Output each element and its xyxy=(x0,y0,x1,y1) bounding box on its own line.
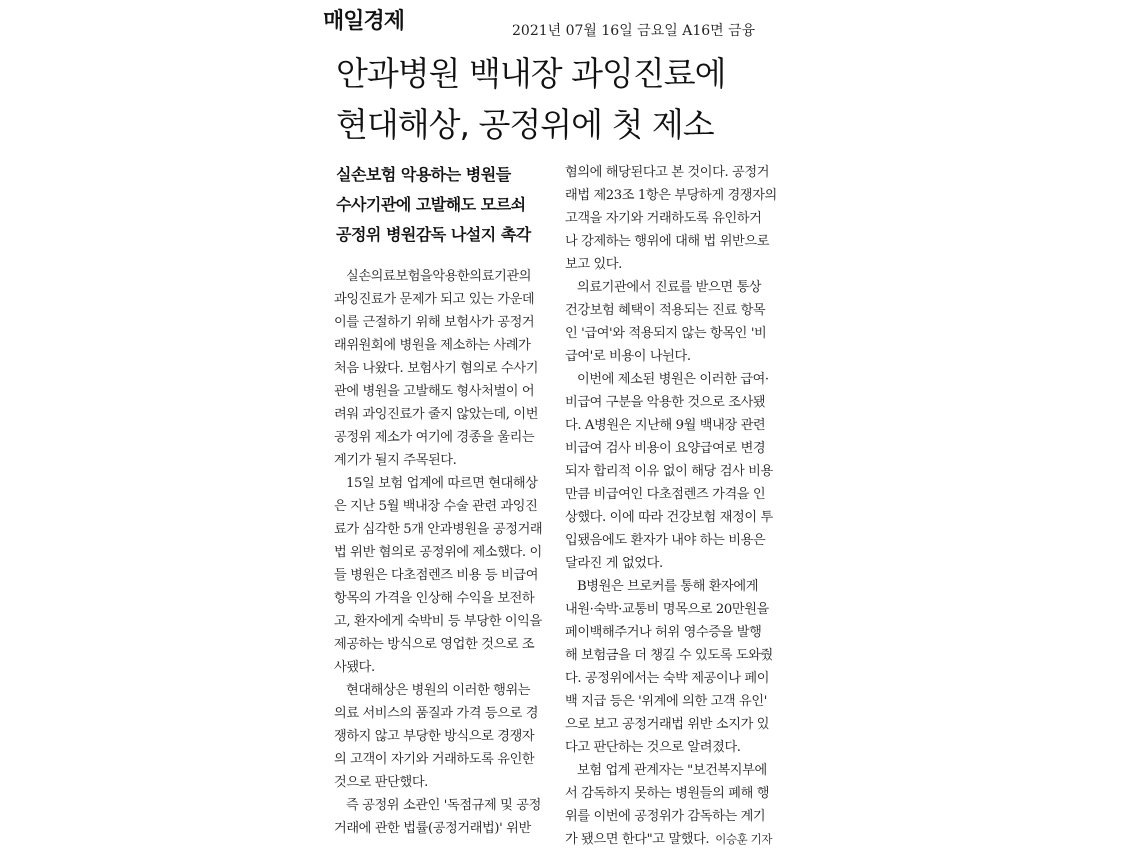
article-line-text: 나 강제하는 행위에 대해 법 위반으로 xyxy=(565,234,770,249)
article-line xyxy=(334,518,552,541)
article-line xyxy=(334,265,552,288)
article-line xyxy=(334,541,552,564)
article-line xyxy=(565,460,787,483)
article-line xyxy=(565,299,787,322)
article-line-text: 만큼 비급여인 다초점렌즈 가격을 인 xyxy=(565,487,766,502)
article-line-text: 법 위반 혐의로 공정위에 제소했다. 이 xyxy=(334,545,542,560)
article-line-text: 위를 이번에 공정위가 감독하는 계기 xyxy=(565,809,766,824)
article-line-text: 것으로 판단했다. xyxy=(334,775,428,790)
article-line xyxy=(334,610,552,633)
article-line-text: 은 지난 5월 백내장 수술 관련 과잉진 xyxy=(334,499,538,514)
article-column-left xyxy=(334,265,552,840)
article-line xyxy=(334,564,552,587)
article-line-text: 제공하는 방식으로 영업한 것으로 조 xyxy=(334,637,535,652)
article-line xyxy=(334,449,552,472)
article-line xyxy=(334,817,552,840)
article-line xyxy=(565,276,787,299)
article-line xyxy=(334,656,552,679)
article-line-text: 페이백해주거나 허위 영수증을 발행 xyxy=(565,625,762,640)
article-line-text: 처음 나왔다. 보험사기 혐의로 수사기 xyxy=(334,361,539,376)
article-line-text: 료가 심각한 5개 안과병원을 공정거래 xyxy=(334,522,543,537)
article-line xyxy=(334,771,552,794)
article-line-text: 다고 판단하는 것으로 알려졌다. xyxy=(565,740,741,755)
article-line-text: 보험 업계 관계자는 "보건복지부에 xyxy=(577,763,767,778)
subhead-line-2: 수사기관에 고발해도 모르쇠 xyxy=(336,195,526,214)
article-line xyxy=(565,759,787,782)
article-line xyxy=(334,748,552,771)
article-line xyxy=(334,288,552,311)
article-line xyxy=(565,713,787,736)
article-line xyxy=(334,725,552,748)
article-line xyxy=(334,794,552,817)
article-line xyxy=(565,828,787,851)
article-line-text: 인 '급여'와 적용되지 않는 항목인 '비 xyxy=(565,326,767,341)
article-line xyxy=(565,437,787,460)
article-line xyxy=(565,414,787,437)
article-line xyxy=(334,311,552,334)
article-line xyxy=(565,736,787,759)
article-line xyxy=(565,552,787,575)
article-line xyxy=(565,667,787,690)
byline: 이승훈 기자 xyxy=(715,832,773,846)
article-line-text: 려워 과잉진료가 줄지 않았는데, 이번 xyxy=(334,407,539,422)
article-line-text: 백 지급 등은 '위계에 의한 고객 유인' xyxy=(565,694,767,709)
article-line xyxy=(334,357,552,380)
article-line xyxy=(565,345,787,368)
article-line xyxy=(334,587,552,610)
article-line-text: 항목의 가격을 인상해 수익을 보전하 xyxy=(334,591,535,606)
article-line xyxy=(565,161,787,184)
article-line xyxy=(565,207,787,230)
article-line xyxy=(334,426,552,449)
article-line xyxy=(334,495,552,518)
article-line-text: 과잉진료가 문제가 되고 있는 가운데 xyxy=(334,292,535,307)
article-line-text: 이번에 제소된 병원은 이러한 급여· xyxy=(577,372,769,387)
article-line-text: 이를 근절하기 위해 보험사가 공정거 xyxy=(334,315,535,330)
article-line-text: 상했다. 이에 따라 건강보험 재정이 투 xyxy=(565,510,773,525)
article-line xyxy=(565,621,787,644)
article-line-text: 래위원회에 병원을 제소하는 사례가 xyxy=(334,338,531,353)
article-column-right xyxy=(565,161,787,851)
article-line-text: 급여'로 비용이 나뉜다. xyxy=(565,349,691,364)
article-line xyxy=(334,472,552,495)
article-line-text: 고객을 자기와 거래하도록 유인하거 xyxy=(565,211,762,226)
article-line-text: 사됐다. xyxy=(334,660,375,675)
article-line xyxy=(565,782,787,805)
masthead-logo: 매일경제 xyxy=(323,9,405,34)
article-line xyxy=(334,633,552,656)
article-line xyxy=(565,644,787,667)
article-line-text: 의료 서비스의 품질과 가격 등으로 경 xyxy=(334,706,539,721)
article-line-text: 보고 있다. xyxy=(565,257,622,272)
article-line-text: 내원·숙박·교통비 명목으로 20만원을 xyxy=(565,602,769,617)
article-line-text: 건강보험 혜택이 적용되는 진료 항목 xyxy=(565,303,766,318)
article-line-text: 실손의료보험을악용한의료기관의 xyxy=(346,269,532,284)
article-line-text: 고, 환자에게 숙박비 등 부당한 이익을 xyxy=(334,614,542,629)
article-line xyxy=(565,368,787,391)
article-line-text: 으로 보고 공정거래법 위반 소지가 있 xyxy=(565,717,770,732)
subhead-line-3: 공정위 병원감독 나설지 촉각 xyxy=(336,225,531,244)
article-line xyxy=(565,253,787,276)
article-line xyxy=(334,403,552,426)
article-line xyxy=(565,529,787,552)
article-line-text: 15일 보험 업계에 따르면 현대해상 xyxy=(346,476,538,491)
article-line-text: 의 고객이 자기와 거래하도록 유인한 xyxy=(334,752,535,767)
article-line-text: B병원은 브로커를 통해 환자에게 xyxy=(577,579,759,594)
article-line xyxy=(565,805,787,828)
article-line xyxy=(334,679,552,702)
headline-line-2: 현대해상, 공정위에 첫 제소 xyxy=(336,105,714,144)
article-line-text: 현대해상은 병원의 이러한 행위는 xyxy=(346,683,531,698)
article-line-text: 다. 공정위에서는 숙박 제공이나 페이 xyxy=(565,671,770,686)
article-line-text: 가 됐으면 한다"고 말했다. xyxy=(565,832,710,847)
article-line-text: 달라진 게 없었다. xyxy=(565,556,663,571)
article-line-text: 즉 공정위 소관인 '독점규제 및 공정 xyxy=(346,798,541,813)
article-line-text: 거래에 관한 법률(공정거래법)' 위반 xyxy=(334,821,531,836)
article-line-text: 혐의에 해당된다고 본 것이다. 공정거 xyxy=(565,165,770,180)
dateline: 2021년 07월 16일 금요일 A16면 금융 xyxy=(512,23,756,39)
article-line xyxy=(565,391,787,414)
article-line xyxy=(565,483,787,506)
article-line xyxy=(565,690,787,713)
article-line-text: 비급여 구분을 악용한 것으로 조사됐 xyxy=(565,395,766,410)
article-line xyxy=(565,322,787,345)
article-line-text: 의료기관에서 진료를 받으면 통상 xyxy=(577,280,762,295)
article-line-text: 관에 병원을 고발해도 형사처벌이 어 xyxy=(334,384,535,399)
article-line-text: 쟁하지 않고 부당한 방식으로 경쟁자 xyxy=(334,729,535,744)
subhead-line-1: 실손보험 악용하는 병원들 xyxy=(336,165,511,184)
article-line xyxy=(565,598,787,621)
article-line-text: 계기가 될지 주목된다. xyxy=(334,453,457,468)
article-line xyxy=(334,380,552,403)
article-line xyxy=(565,184,787,207)
article-line-text: 서 감독하지 못하는 병원들의 폐해 행 xyxy=(565,786,770,801)
article-line xyxy=(334,702,552,725)
subheadline xyxy=(336,160,552,250)
headline-line-1: 안과병원 백내장 과잉진료에 xyxy=(336,54,726,93)
article-line-text: 입됐음에도 환자가 내야 하는 비용은 xyxy=(565,533,766,548)
article-line xyxy=(334,334,552,357)
article-line xyxy=(565,230,787,253)
article-line-text: 다. A병원은 지난해 9월 백내장 관련 xyxy=(565,418,766,433)
article-line xyxy=(565,506,787,529)
article-line-text: 비급여 검사 비용이 요양급여로 변경 xyxy=(565,441,766,456)
article-line-text: 공정위 제소가 여기에 경종을 울리는 xyxy=(334,430,535,445)
article-line-text: 되자 합리적 이유 없이 해당 검사 비용 xyxy=(565,464,773,479)
article-line-text: 래법 제23조 1항은 부당하게 경쟁자의 xyxy=(565,188,777,203)
article-line-text: 들 병원은 다초점렌즈 비용 등 비급여 xyxy=(334,568,539,583)
article-line-text: 해 보험금을 더 챙길 수 있도록 도와줬 xyxy=(565,648,773,663)
article-line xyxy=(565,575,787,598)
